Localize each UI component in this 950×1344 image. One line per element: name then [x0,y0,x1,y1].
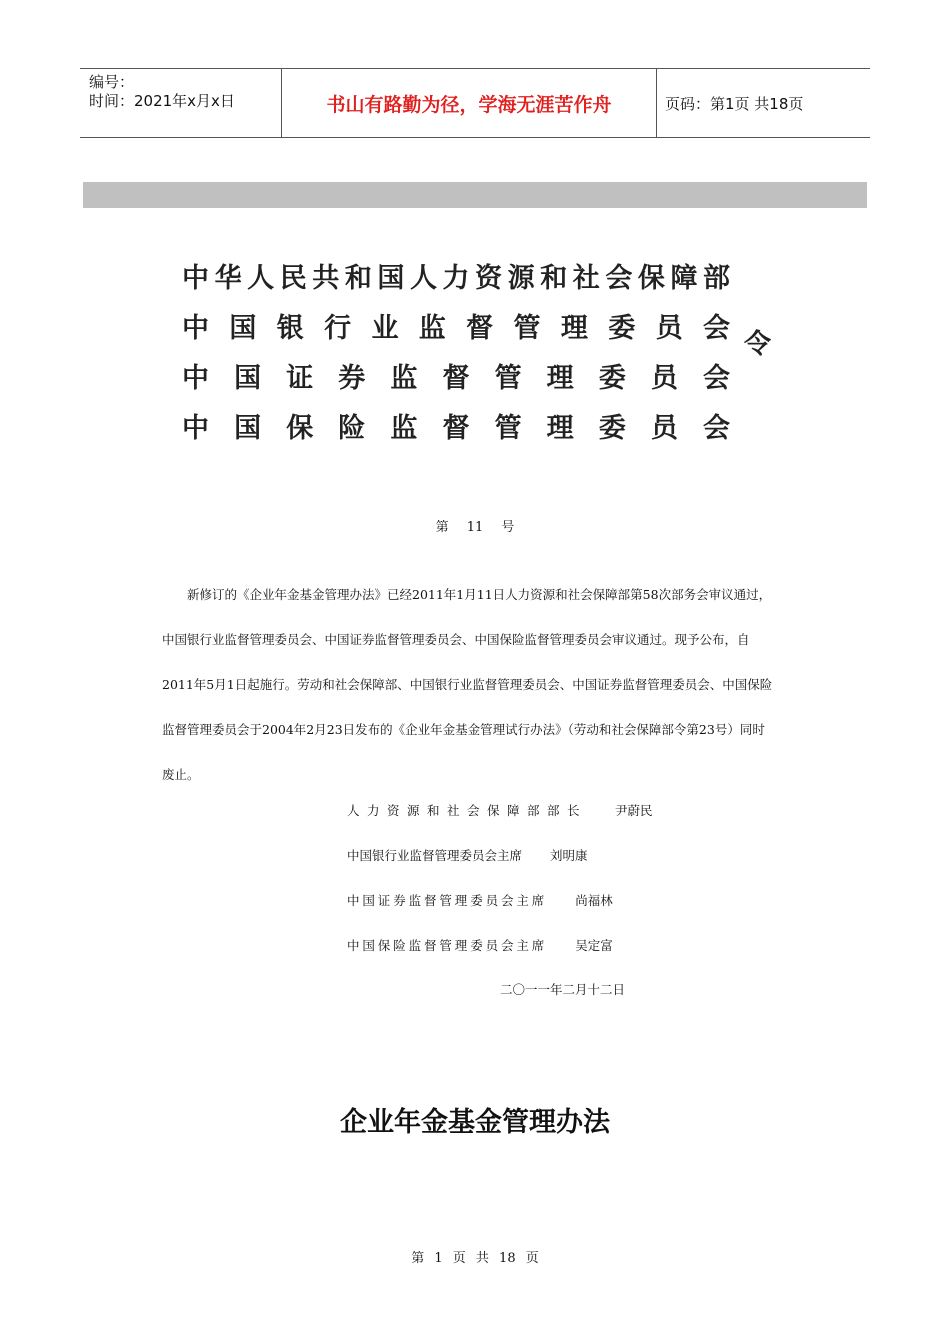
issuer-char: 资 [475,262,503,294]
issuer-char: 人 [409,262,437,294]
body-line: 中国银行业监督管理委员会、中国证券监督管理委员会、中国保险监督管理委员会审议通过。现予公布，自 [162,632,750,647]
issuer-char: 会 [702,412,730,444]
body-line: 2011年5月1日起施行。劳动和社会保障部、中国银行业监督管理委员会、中国证券监督管理委员会、中国保险 [162,677,773,692]
issuer-line [182,300,730,350]
signatory-name: 尹蔚民 [615,803,653,818]
issuer-char: 委 [598,362,626,394]
grey-divider-bar [83,182,867,208]
issuer-char: 银 [276,312,304,344]
decree-body [162,572,790,797]
issuer-char: 业 [371,312,399,344]
body-line: 废止。 [162,767,200,782]
issuer-line [182,400,730,450]
decree-suffix: 令 [744,329,771,360]
issuer-char: 中 [182,412,209,444]
issuer-char: 社 [572,262,600,294]
number-label: 编号： [89,73,135,91]
issuer-char: 理 [546,362,574,394]
issuer-char: 员 [650,362,678,394]
issuer-char: 管 [494,362,522,394]
page-footer: 第 1 页 共 18 页 [411,1251,539,1266]
issuer-char: 和 [540,262,568,294]
issuer-char: 会 [702,312,730,344]
issuer-char: 中 [182,362,209,394]
issuer-char: 中 [182,262,209,294]
issuer-char: 和 [344,262,372,294]
issuer-char: 证 [286,362,314,394]
signatory-role: 人力资源和社会保障部部长 [347,803,588,818]
signatory-role: 中国银行业监督管理委员会主席 [347,848,523,863]
issuer-char: 员 [650,412,678,444]
issuer-char: 力 [442,262,470,294]
issuer-char: 督 [442,362,470,394]
decree-issuers [182,250,730,450]
signatory-name: 刘明康 [550,848,588,863]
issuer-char: 委 [608,312,636,344]
issuer-char: 委 [598,412,626,444]
issuer-char: 监 [390,362,418,394]
issuer-char: 员 [655,312,683,344]
signatory [347,936,613,954]
signatory-name: 尚福林 [575,893,613,908]
issuer-char: 会 [605,262,633,294]
issuer-char: 国 [229,312,257,344]
signatory [347,891,613,909]
issuer-char: 保 [286,412,314,444]
issuer-char: 管 [513,312,541,344]
issuer-char: 理 [546,412,574,444]
issuer-char: 国 [234,362,262,394]
signatory [347,846,588,864]
issuer-char: 督 [442,412,470,444]
signatory-name: 吴定富 [575,938,613,953]
header-table [80,68,870,138]
issuer-char: 中 [182,312,209,344]
issuer-char: 保 [637,262,665,294]
issuer-char: 障 [670,262,698,294]
issuer-char: 共 [312,262,340,294]
issuer-char: 理 [560,312,588,344]
header-motto: 书山有路勤为径，学海无涯苦作舟 [281,69,657,137]
issuer-char: 国 [234,412,262,444]
issuer-line [182,250,730,300]
issuer-char: 会 [702,362,730,394]
issuer-char: 督 [466,312,494,344]
issuer-char: 部 [703,262,730,294]
issuer-char: 行 [324,312,352,344]
document-title: 企业年金基金管理办法 [340,1107,610,1138]
issuer-line [182,350,730,400]
issuer-char: 国 [377,262,405,294]
signatory-role: 中国保险监督管理委员会主席 [347,938,548,953]
body-line: 监督管理委员会于2004年2月23日发布的《企业年金基金管理试行办法》（劳动和社会保障部令第23号）同时 [162,722,765,737]
decree-date: 二〇一一年二月十二日 [500,982,626,997]
issuer-char: 监 [418,312,446,344]
signatory-role: 中国证券监督管理委员会主席 [347,893,548,908]
body-line: 新修订的《企业年金基金管理办法》已经2011年1月11日人力资源和社会保障部第58次部务会审议通过， [187,587,772,602]
header-page-label: 页码：第1页 共18页 [665,94,804,113]
issuer-char: 源 [507,262,535,294]
issuer-char: 华 [214,262,242,294]
issuer-char: 监 [390,412,418,444]
time-label: 时间：2021年x月x日 [89,92,235,110]
issuer-char: 券 [338,362,366,394]
issuer-char: 民 [279,262,307,294]
issuer-char: 管 [494,412,522,444]
signatory [347,801,653,819]
header-left-cell [80,69,281,137]
issuer-char: 人 [247,262,275,294]
issuer-char: 险 [338,412,366,444]
decree-number: 第 11 号 [435,520,515,535]
